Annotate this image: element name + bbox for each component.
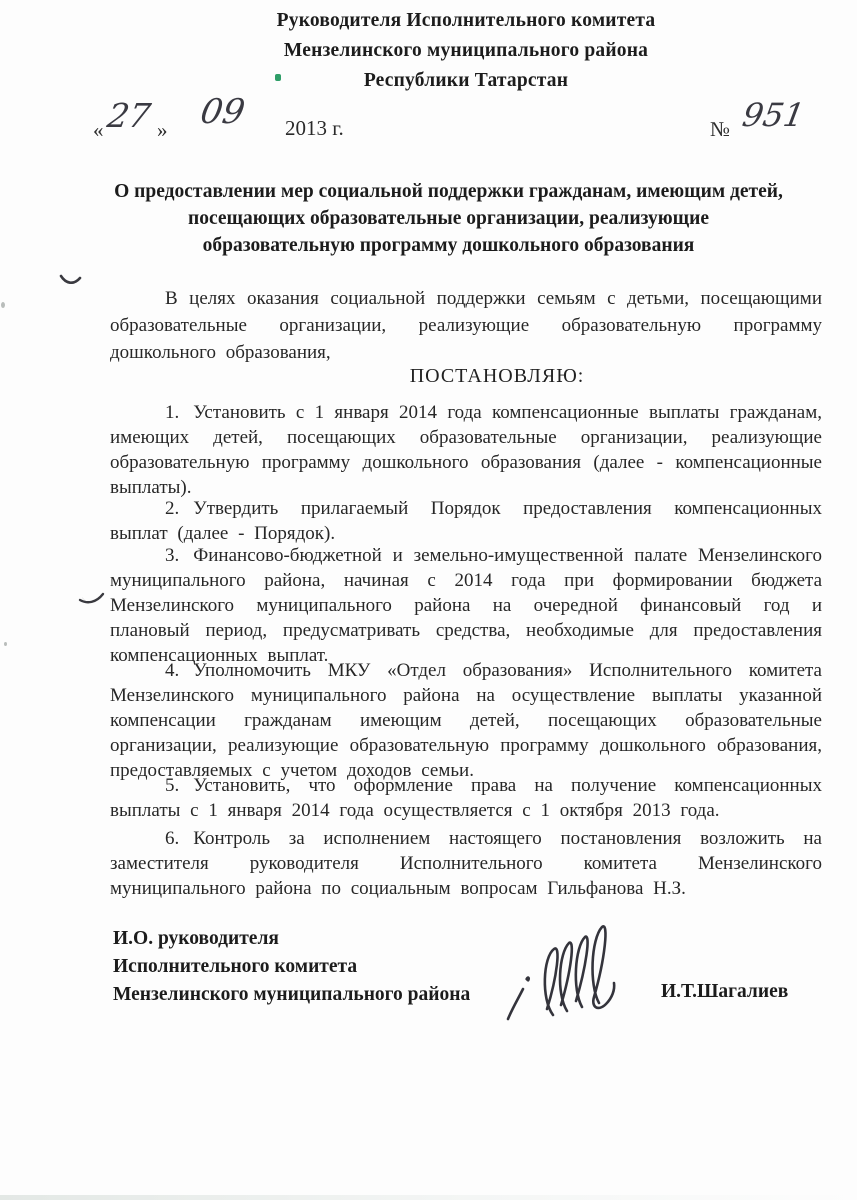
resolution-item-5 (110, 773, 822, 823)
printed-year: 2013 г. (285, 116, 344, 140)
handwritten-signature (501, 913, 651, 1036)
handwritten-day: 27 (104, 96, 154, 135)
scan-edge-speck-1 (1, 302, 5, 308)
item-5-text: Установить, что оформление права на получение компенсационных выплаты с 1 января 2014 года осуществляется с 1 октября 2013 года. (110, 775, 822, 821)
resolution-item-2 (110, 496, 822, 546)
item-6-text: Контроль за исполнением настоящего постановления возложить на заместителя руководителя Исполнительного комитета Мензелинского муниципального района по социальным вопросам Гильфанова Н.З. (110, 828, 822, 899)
date-quote-open: « (93, 118, 104, 142)
pen-check-mark-2 (78, 590, 106, 615)
item-6-number: 6. (165, 828, 180, 849)
title-line-3: образовательную программу дошкольного образования (202, 235, 695, 256)
scan-edge-speck-2 (4, 642, 7, 646)
item-3-text: Финансово-бюджетной и земельно-имущественной палате Мензелинского муниципального района, начиная с 2014 года при формировании бюджета Мензелинского муниципального района на очередной финансовый год и плановый период, предусматривать средства, необходимые для предоставления компенсационных выплат. (110, 545, 822, 666)
signatory-position-line-2: Исполнительного комитета (113, 956, 358, 977)
green-ink-speck (275, 74, 281, 81)
intro-paragraph: В целях оказания социальной поддержки семьям с детьми, посещающими образовательные организации, реализующие образовательную программу дошкольного образования, (110, 288, 822, 363)
resolution-item-4 (110, 658, 822, 783)
pen-check-mark-1 (58, 270, 84, 297)
item-2-text: Утвердить прилагаемый Порядок предоставления компенсационных выплат (далее - Порядок). (110, 498, 822, 544)
date-quote-close: » (157, 118, 168, 142)
item-4-number: 4. (165, 660, 180, 681)
date-number-bar (93, 92, 810, 164)
item-4-text: Уполномочить МКУ «Отдел образования» Исполнительного комитета Мензелинского муниципального района на осуществление выплаты указанной компенсации гражданам имеющим детей, посещающих образовательные организации, реализующие образовательную программу дошкольного образования, предоставляемых с учетом доходов семьи. (110, 660, 822, 781)
document-number-label: № (710, 117, 731, 141)
title-line-1: О предоставлении мер социальной поддержки гражданам, имеющим детей, (114, 181, 783, 202)
signatory-name: И.Т.Шагалиев (661, 981, 789, 1002)
item-5-number: 5. (165, 775, 180, 796)
letterhead (110, 6, 822, 96)
resolution-item-3 (110, 543, 822, 668)
signatory-position-line-1: И.О. руководителя (113, 928, 279, 949)
resolution-item-6 (110, 826, 822, 901)
handwritten-document-number: 951 (739, 96, 808, 134)
letterhead-line-1: Руководителя Исполнительного комитета (276, 10, 656, 31)
scan-bottom-edge-shadow (0, 1195, 857, 1200)
resolution-item-1 (110, 400, 822, 500)
handwritten-month: 09 (197, 92, 248, 132)
document-title (70, 178, 827, 259)
letterhead-line-3: Республики Татарстан (363, 70, 569, 91)
title-line-2: посещающих образовательные организации, реализующие (187, 208, 710, 229)
signature-block (113, 925, 822, 1045)
item-2-number: 2. (165, 498, 180, 519)
item-1-number: 1. (165, 402, 180, 423)
item-1-text: Установить с 1 января 2014 года компенсационные выплаты гражданам, имеющих детей, посещающих образовательные организации, реализующие образовательную программу дошкольного образования (далее - компенсационные выплаты). (110, 402, 822, 498)
resolve-heading: ПОСТАНОВЛЯЮ: (409, 365, 585, 387)
letterhead-line-2: Мензелинского муниципального района (283, 40, 649, 61)
item-3-number: 3. (165, 545, 180, 566)
signatory-position-line-3: Мензелинского муниципального района (113, 984, 471, 1005)
